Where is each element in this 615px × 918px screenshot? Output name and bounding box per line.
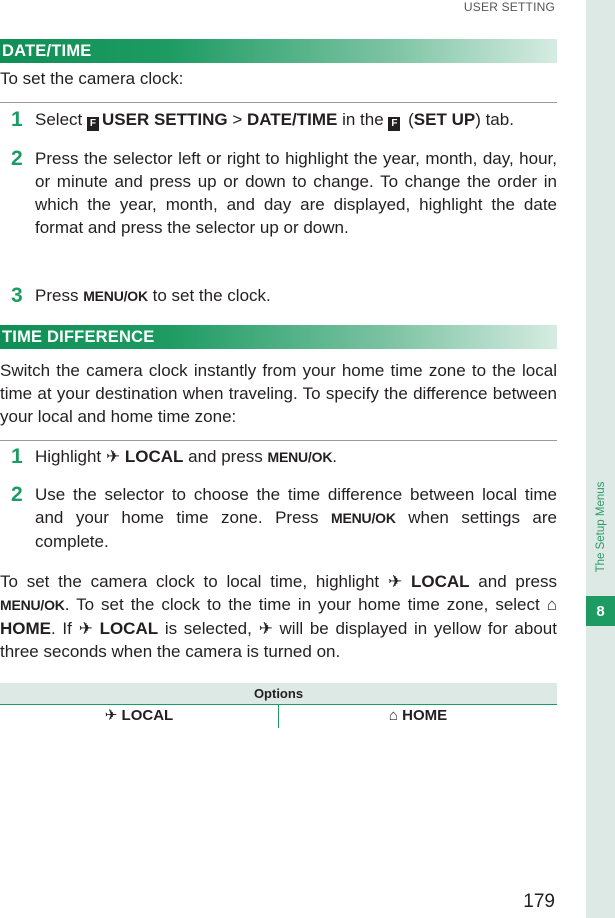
home-icon: ⌂ — [388, 707, 398, 724]
time-difference-closing — [0, 570, 557, 663]
options-table-header: Options — [0, 683, 557, 704]
time-difference-intro: Switch the camera clock instantly from your home time zone to the local time at your destination when traveling. To specify the difference between your local and home time zone: — [0, 361, 557, 426]
step-text-part: Use the selector to choose the time difference between local time and your home time zone. Press — [35, 485, 557, 527]
option-label: HOME — [402, 707, 448, 724]
step-text-part: ( — [403, 110, 414, 129]
airplane-icon: ✈ — [387, 572, 403, 591]
step-text — [35, 284, 557, 308]
closing-text-part: is selected, — [158, 619, 259, 638]
divider — [0, 440, 557, 441]
menu-ok-button-label: MENU/OK — [267, 449, 333, 465]
step-text — [35, 108, 557, 131]
menu-item-user-setting: USER SETTING — [101, 110, 228, 129]
side-strip — [586, 0, 615, 918]
menu-ok-button-label: MENU/OK — [0, 597, 65, 613]
side-chapter-label — [586, 462, 615, 592]
step-text-part: Select — [35, 110, 87, 129]
step-text-part: Press — [35, 286, 84, 305]
running-header: USER SETTING — [463, 0, 555, 14]
step-text-part: ) tab. — [475, 110, 514, 129]
step-number: 1 — [11, 108, 23, 131]
option-cell-home — [279, 705, 557, 727]
step-number: 2 — [11, 483, 23, 506]
step-number: 1 — [11, 445, 23, 468]
step-number: 3 — [11, 284, 23, 307]
closing-text-part: and press — [469, 572, 557, 591]
section-title-date-time: DATE/TIME — [0, 39, 557, 63]
menu-ok-button-label: MENU/OK — [83, 288, 148, 304]
chapter-tab[interactable]: 8 — [586, 596, 615, 626]
side-chapter-label-text: The Setup Menus — [594, 481, 607, 573]
step-text-part: in the — [337, 110, 389, 129]
closing-text-part: will be displayed in yellow for about three seconds when the camera is turned on. — [0, 619, 557, 661]
page-number: 179 — [523, 891, 555, 912]
home-icon: ⌂ — [546, 595, 557, 614]
step-text-part: Highlight — [35, 447, 106, 466]
option-local: LOCAL — [99, 619, 159, 638]
airplane-icon: ✈ — [105, 447, 121, 466]
option-label: LOCAL — [121, 707, 174, 724]
setup-tab-icon: F — [388, 117, 400, 131]
closing-text-part: . To set the clock to the time in your home time zone, select — [64, 595, 547, 614]
setup-menu-icon: F — [87, 117, 99, 131]
section-title-time-difference: TIME DIFFERENCE — [0, 325, 557, 349]
step-text-part: > — [227, 110, 247, 129]
airplane-icon: ✈ — [104, 707, 118, 724]
date-time-intro: To set the camera clock: — [0, 69, 184, 88]
menu-item-date-time: DATE/TIME — [246, 110, 338, 129]
step-text-part: to set the clock. — [147, 286, 271, 305]
option-home: HOME — [0, 619, 51, 638]
tab-set-up: SET UP — [413, 110, 476, 129]
step-number: 2 — [11, 147, 23, 170]
step-text-part: when settings are complete. — [35, 508, 557, 551]
closing-text-part: . If — [51, 619, 79, 638]
step-text-part: . — [332, 447, 337, 466]
option-local: LOCAL — [124, 447, 184, 466]
step-text-part: and press — [183, 447, 268, 466]
step-text — [35, 483, 557, 553]
airplane-icon: ✈ — [78, 619, 93, 638]
airplane-icon: ✈ — [258, 619, 273, 638]
step-text — [35, 445, 557, 469]
closing-text-part: To set the camera clock to local time, highlight — [0, 572, 388, 591]
menu-ok-button-label: MENU/OK — [331, 510, 396, 526]
option-local: LOCAL — [410, 572, 470, 591]
divider — [0, 102, 557, 103]
option-cell-local — [0, 705, 278, 727]
step-text: Press the selector left or right to highlight the year, month, day, hour, or minute and press up or down to change. To change the order in which the year, month, and day are displayed, highlight the date format and press the selector up or down. — [35, 149, 557, 237]
